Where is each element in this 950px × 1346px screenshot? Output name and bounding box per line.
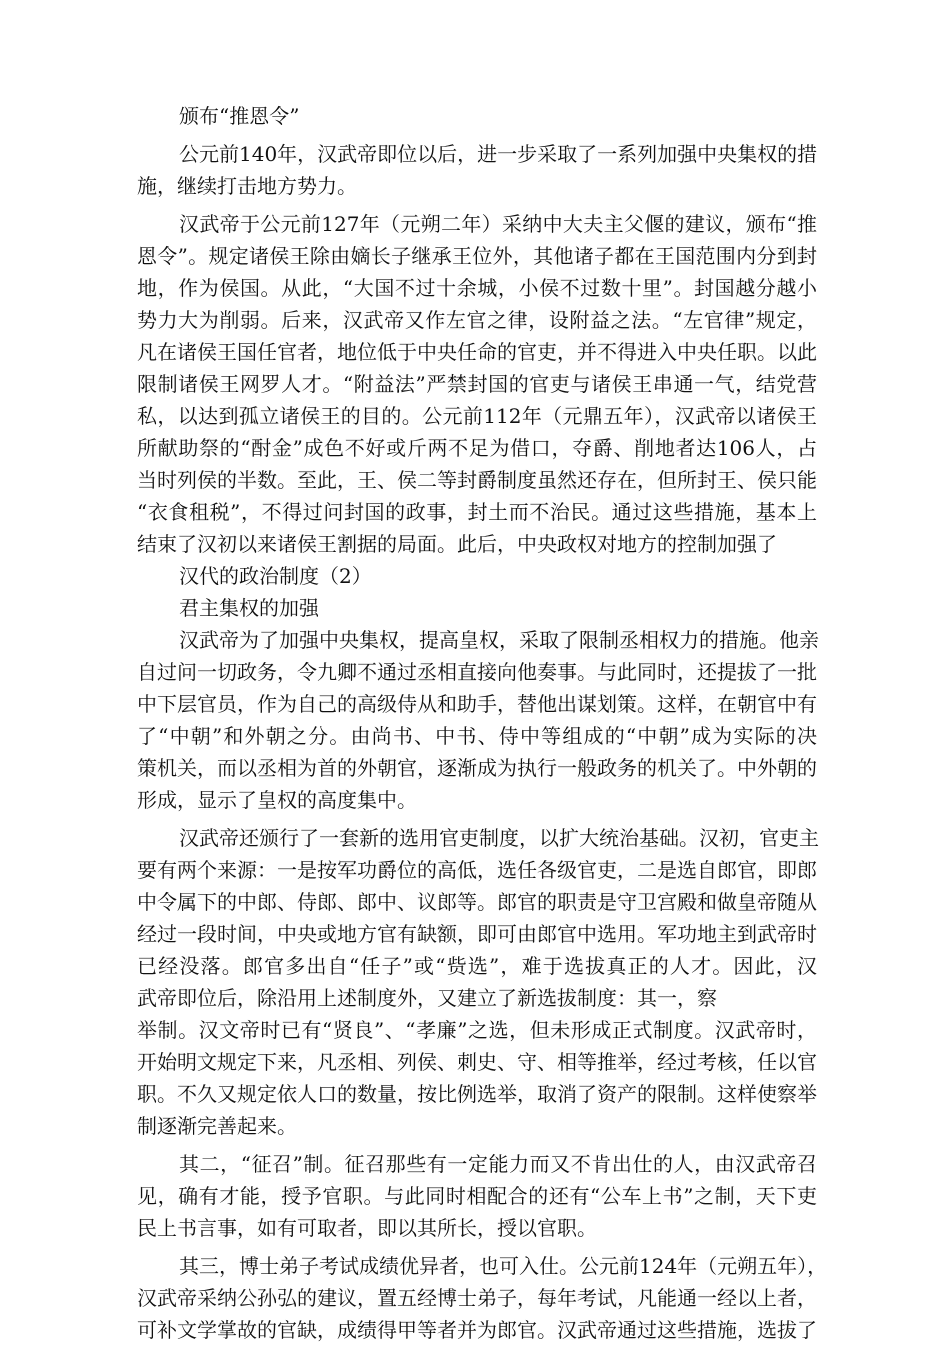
paragraph-line: 汉武帝于公元前127年（元朔二年）采纳中大夫主父偃的建议，颁布“推 [179, 212, 817, 236]
paragraph-line: 施，继续打击地方势力。 [137, 174, 357, 198]
paragraph-line: 武帝即位后，除沿用上述制度外，又建立了新选拔制度：其一，察 [137, 986, 717, 1010]
paragraph-line: 汉武帝还颁行了一套新的选用官吏制度，以扩大统治基础。汉初，官吏主 [179, 826, 819, 850]
paragraph-line: 经过一段时间，中央或地方官有缺额，即可由郎官中选用。军功地主到武帝时 [137, 922, 817, 946]
paragraph-line: 当时列侯的半数。至此，王、侯二等封爵制度虽然还存在，但所封王、侯只能 [137, 468, 817, 492]
paragraph-line: 中下层官员，作为自己的高级侍从和助手，替他出谋划策。这样，在朝官中有 [137, 692, 817, 716]
paragraph-line: “衣食租税”，不得过问封国的政事，封土而不治民。通过这些措施，基本上 [137, 500, 817, 524]
paragraph-line: 其二，“征召”制。征召那些有一定能力而又不肯出仕的人，由汉武帝召 [179, 1152, 817, 1176]
paragraph-line: 开始明文规定下来，凡丞相、列侯、刺史、守、相等推举，经过考核，任以官 [137, 1050, 817, 1074]
paragraph-line: 策机关，而以丞相为首的外朝官，逐渐成为执行一般政务的机关了。中外朝的 [137, 756, 817, 780]
paragraph-line: 已经没落。郎官多出自“任子”或“赀选”，难于选拔真正的人才。因此，汉 [137, 954, 817, 978]
paragraph-line: 民上书言事，如有可取者，即以其所长，授以官职。 [137, 1216, 597, 1240]
paragraph-line: 势力大为削弱。后来，汉武帝又作左官之律，设附益之法。“左官律”规定， [137, 308, 817, 332]
paragraph-line: 了“中朝”和外朝之分。由尚书、中书、侍中等组成的“中朝”成为实际的决 [137, 724, 817, 748]
paragraph-line: 私，以达到孤立诸侯王的目的。公元前112年（元鼎五年），汉武帝以诸侯王 [137, 404, 817, 428]
paragraph-line: 公元前140年，汉武帝即位以后，进一步采取了一系列加强中央集权的措 [179, 142, 818, 166]
paragraph-line: 其三，博士弟子考试成绩优异者，也可入仕。公元前124年（元朔五年）， [179, 1254, 828, 1278]
paragraph-line: 举制。汉文帝时已有“贤良”、“孝廉”之选，但未形成正式制度。汉武帝时， [137, 1018, 817, 1042]
paragraph-line: 凡在诸侯王国任官者，地位低于中央任命的官吏，并不得进入中央任职。以此 [137, 340, 817, 364]
paragraph-line: 自过问一切政务，令九卿不通过丞相直接向他奏事。与此同时，还提拔了一批 [137, 660, 817, 684]
paragraph-line: 所献助祭的“酎金”成色不好或斤两不足为借口，夺爵、削地者达106人，占 [137, 436, 817, 460]
paragraph-line: 可补文学掌故的官缺，成绩得甲等者并为郎官。汉武帝通过这些措施，选拔了 [137, 1318, 817, 1342]
heading-tuienling: 颁布“推恩令” [179, 104, 300, 128]
paragraph-line: 汉武帝采纳公孙弘的建议，置五经博士弟子，每年考试，凡能通一经以上者， [137, 1286, 817, 1310]
paragraph-line: 制逐渐完善起来。 [137, 1114, 297, 1138]
paragraph-line: 要有两个来源：一是按军功爵位的高低，选任各级官吏，二是选自郎官，即郎 [137, 858, 817, 882]
paragraph-line: 结束了汉初以来诸侯王割据的局面。此后，中央政权对地方的控制加强了 [137, 532, 777, 556]
paragraph-line: 恩令”。规定诸侯王除由嫡长子继承王位外，其他诸子都在王国范围内分到封 [137, 244, 817, 268]
paragraph-line: 汉武帝为了加强中央集权，提高皇权，采取了限制丞相权力的措施。他亲 [179, 628, 819, 652]
section-title: 汉代的政治制度（2） [179, 564, 372, 588]
paragraph-line: 地，作为侯国。从此，“大国不过十余城，小侯不过数十里”。封国越分越小 [137, 276, 817, 300]
paragraph-line: 形成，显示了皇权的高度集中。 [137, 788, 417, 812]
document-body [137, 100, 828, 1346]
paragraph-line: 见，确有才能，授予官职。与此同时相配合的还有“公车上书”之制，天下吏 [137, 1184, 817, 1208]
paragraph-line: 限制诸侯王网罗人才。“附益法”严禁封国的官吏与诸侯王串通一气，结党营 [137, 372, 817, 396]
subsection-title: 君主集权的加强 [179, 596, 319, 620]
paragraph-line: 中令属下的中郎、侍郎、郎中、议郎等。郎官的职责是守卫宫殿和做皇帝随从 [137, 890, 817, 914]
paragraph-line: 职。不久又规定依人口的数量，按比例选举，取消了资产的限制。这样使察举 [137, 1082, 817, 1106]
